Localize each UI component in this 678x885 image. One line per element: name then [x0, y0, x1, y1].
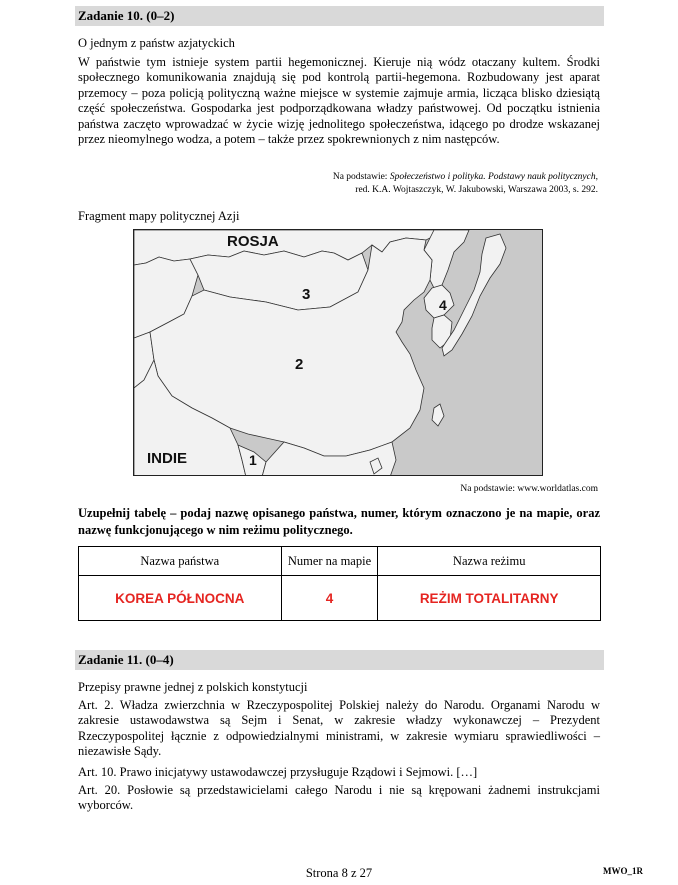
answer-regime[interactable]: REŻIM TOTALITARNY: [378, 576, 601, 621]
map-graphic: [134, 230, 543, 476]
task10-subtitle: O jednym z państw azjatyckich: [78, 36, 235, 50]
task10-instruction: Uzupełnij tabelę – podaj nazwę opisanego państwa, numer, którym oznaczono je na mapie, oraz nazwę funkcjonującego w nim reżimu politycznego.: [78, 506, 600, 537]
task10-header: Zadanie 10. (0–2): [75, 6, 604, 26]
source-prefix: Na podstawie:: [332, 172, 390, 182]
task11-art2: Art. 2. Władza zwierzchnia w Rzeczypospolitej Polskiej należy do Narodu. Organami Narodu w zakresie ustawodawstwa są Sejm i Senat, w zakresie władzy wykonawczej – Prezydent Rzeczypospolitej łącznie z odpowiedzialnymi ministrami, w zakresie wymiaru sprawiedliwości – niezawisłe Sądy.: [78, 698, 600, 759]
header-country: Nazwa państwa: [79, 547, 282, 576]
map-label-rosja: ROSJA: [227, 233, 279, 250]
header-regime: Nazwa reżimu: [378, 547, 601, 576]
answer-map-number[interactable]: 4: [281, 576, 378, 621]
page-number: Strona 8 z 27: [305, 866, 373, 880]
task11-art10: Art. 10. Prawo inicjatywy ustawodawczej przysługuje Rządowi i Sejmowi. […]: [78, 765, 478, 779]
answer-table-header: [79, 547, 601, 576]
header-map-number: Numer na mapie: [281, 547, 378, 576]
map-label-3: 3: [302, 286, 311, 303]
task11-header: Zadanie 11. (0–4): [75, 650, 604, 670]
task11-art20: Art. 20. Posłowie są przedstawicielami całego Narodu i nie są krępowani żadnemi instrukcjami wyborców.: [78, 783, 600, 813]
task10-source-line1: [333, 171, 598, 184]
source-suffix: ,: [595, 172, 598, 182]
taiwan-region: [432, 404, 444, 426]
map-label-indie: INDIE: [147, 450, 188, 467]
answer-table: [78, 546, 601, 621]
exam-code: MWO_1R: [603, 866, 643, 876]
answer-row: [79, 576, 601, 621]
asia-map: [133, 229, 543, 476]
map-source: Na podstawie: www.worldatlas.com: [460, 484, 598, 494]
task10-source-line2: red. K.A. Wojtaszczyk, W. Jakubowski, Warszawa 2003, s. 292.: [355, 184, 598, 195]
task11-subtitle: Przepisy prawne jednej z polskich konstytucji: [78, 680, 308, 694]
map-label-4: 4: [439, 297, 447, 313]
task10-source: [333, 171, 598, 196]
map-label-2: 2: [295, 356, 304, 373]
map-title: Fragment mapy politycznej Azji: [78, 209, 240, 223]
source-title: Społeczeństwo i polityka. Podstawy nauk politycznych: [389, 172, 596, 182]
task10-text: W państwie tym istnieje system partii hegemonicznej. Kieruje nią wódz otaczany kultem. Środki społecznego komunikowania znajdują się pod kontrolą partii-hegemona. Rozbudowany jest aparat przemocy – poza policją polityczną ważne miejsce w systemie zajmuje armia, licząca blisko dziesiątą część społeczeństwa. Gospodarka jest podporządkowana władzy państwowej. Od początku istnienia państwa zaczęto wprowadzać w życie wizję jednolitego społeczeństwa, idącego po drodze wskazanej przez nieomylnego wodza, a potem – także przez spokrewnionych z nim następców.: [78, 55, 600, 147]
answer-country[interactable]: KOREA PÓŁNOCNA: [79, 576, 282, 621]
map-label-1: 1: [249, 452, 257, 468]
